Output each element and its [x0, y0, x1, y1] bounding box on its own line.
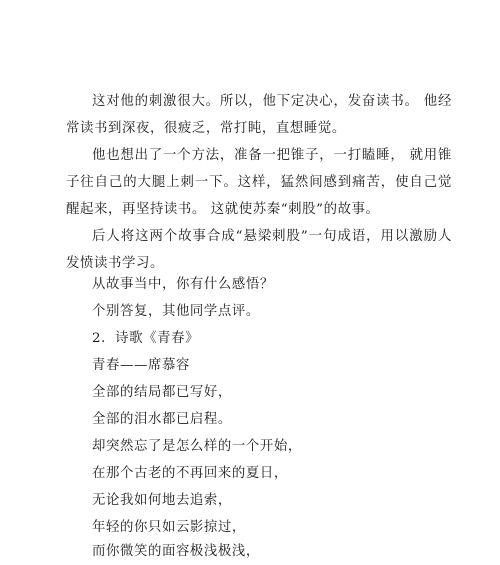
poem-title: 青春——席慕容 [92, 358, 190, 373]
poem-line-2: 全部的泪水都已启程。 [92, 412, 232, 427]
poem-line-6: 年轻的你只如云影掠过， [92, 520, 246, 535]
paragraph-3: 后人将这两个故事合成“悬梁刺股”一句成语，用以激励人发愤读书学习。 [66, 229, 452, 271]
instruction-line: 个别答复，其他同学点评。 [92, 304, 260, 319]
poem-line-5: 无论我如何地去追索， [92, 493, 232, 508]
section-heading: 2．诗歌《青春》 [92, 331, 200, 346]
question-line: 从故事当中，你有什么感悟？ [92, 277, 274, 292]
paragraph-1: 这对他的刺激很大。所以，他下定决心，发奋读书。 他经常读书到深夜，很疲乏，常打盹，直想睡觉。 [66, 94, 452, 136]
poem-line-3: 却突然忘了是怎么样的一个开始， [92, 439, 302, 454]
poem-line-4: 在那个古老的不再回来的夏日， [92, 466, 288, 481]
poem-line-1: 全部的结局都已写好， [92, 385, 232, 400]
paragraph-2: 他也想出了一个方法，准备一把锥子，一打瞌睡， 就用锥子往自己的大腿上刺一下。这样，猛然间感到痛苦，使自己觉醒起来，再坚持读书。 这就使苏秦“刺股”的故事。 [66, 148, 452, 217]
poem-line-7: 而你微笑的面容极浅极浅， [92, 544, 260, 559]
